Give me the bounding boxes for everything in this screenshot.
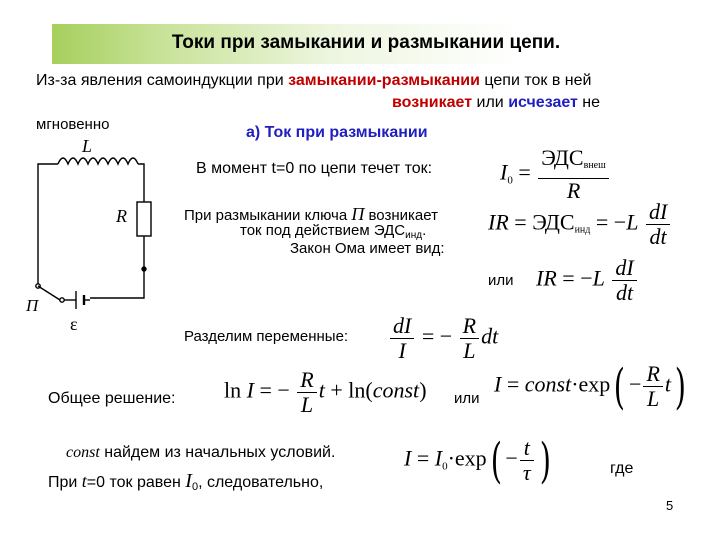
circuit-label-E: ε xyxy=(70,314,78,334)
intro-red-2: возникает xyxy=(392,94,473,111)
switch-line-3: Закон Ома имеет вид: xyxy=(290,240,445,257)
initial-c: , следовательно, xyxy=(198,474,324,491)
const-rest: найдем из начальных условий. xyxy=(99,444,336,461)
f2-L: L xyxy=(626,209,639,235)
f6-R: R xyxy=(646,361,660,386)
switch-text-1b: возникает xyxy=(364,207,438,224)
f7-I0: I xyxy=(434,445,443,471)
formula-ohm-law: IR = ЭДСинд = −L $\frac{dI}{dt}$ xyxy=(488,200,672,249)
f2-eds: ЭДС xyxy=(532,209,575,235)
f4-R: R xyxy=(462,313,477,338)
f4-dt: dt xyxy=(481,323,499,349)
f7-tau: τ xyxy=(522,460,531,485)
f4-I: I xyxy=(398,338,406,363)
f1-eds: ЭДС xyxy=(541,145,584,170)
f6-exp: exp xyxy=(578,371,611,397)
circuit-diagram xyxy=(20,136,170,336)
section-a-heading: а) Ток при размыкании xyxy=(246,124,428,141)
f1-R: R xyxy=(566,178,581,203)
moment-text: В момент t=0 по цепи течет ток: xyxy=(196,160,433,177)
initial-t: t xyxy=(81,471,87,491)
initial-a: При xyxy=(48,474,82,491)
separate-text: Разделим переменные: xyxy=(184,328,349,345)
formula-ohm-law-short: IR = −L $\frac{dI}{dt}$ xyxy=(536,256,639,305)
f6-const: const xyxy=(524,371,572,397)
f1-eds-sub: внеш xyxy=(583,160,606,171)
intro-red-1: замыкании-размыкании xyxy=(288,72,480,89)
f6-L: L xyxy=(647,386,660,411)
f3-dt: dt xyxy=(615,280,634,305)
f5-L: L xyxy=(300,392,314,417)
f2-dt: dt xyxy=(649,224,667,249)
const-word: const xyxy=(66,444,100,461)
initial-b: =0 ток равен xyxy=(86,474,186,491)
f7-I0-sub: 0 xyxy=(442,460,448,473)
intro-text-1: Из-за явления самоиндукции при xyxy=(36,72,289,89)
f5-I: I xyxy=(246,377,254,403)
f7-t: t xyxy=(523,435,530,460)
initial-I-sub: 0 xyxy=(191,481,199,493)
f5-t: t xyxy=(318,377,325,403)
f6-I: I xyxy=(494,371,502,397)
initial-line xyxy=(48,470,323,493)
f3-R: R xyxy=(543,265,557,291)
f4-dI: dI xyxy=(393,313,412,338)
switch-text-1a: При размыкании ключа xyxy=(184,207,352,224)
intro-text-3: или xyxy=(472,94,509,111)
formula-general-log: ln I = − $\frac{R}{L}$ t + ln(const) xyxy=(224,367,427,417)
f4-L: L xyxy=(463,338,476,363)
formula-general-exp: I = const·exp( − $\frac{R}{L}$ t) xyxy=(494,358,687,415)
f3-dI: dI xyxy=(615,255,634,280)
formula-final: $I = I_0\cdot\exp$( − $\frac{t}{\tau}$ ) xyxy=(404,432,551,489)
f1-I-sub: 0 xyxy=(507,174,513,187)
f5-ln2: ln xyxy=(348,377,366,403)
f7-I: I xyxy=(404,445,412,471)
or-text-1: или xyxy=(488,272,514,289)
formula-separated: $\frac{dI}{I}$ = − $\frac{R}{L}$ dt xyxy=(388,314,498,363)
switch-text-2b: . xyxy=(422,222,427,239)
slide-title: Токи при замыкании и размыкании цепи. xyxy=(171,32,561,53)
circuit-label-P: П xyxy=(26,296,39,315)
f1-I: I xyxy=(500,159,508,185)
f2-dI: dI xyxy=(648,199,668,224)
f2-R: R xyxy=(495,209,509,235)
f2-I: I xyxy=(488,209,496,235)
initial-I: I xyxy=(185,470,192,492)
const-line xyxy=(66,444,335,462)
page-number: 5 xyxy=(666,498,674,513)
formula-initial-current: $I_0$ = $\frac{\text{ЭДСвнеш}}{R}$ xyxy=(500,146,611,203)
switch-text-2sub: инд xyxy=(405,230,423,241)
or-text-2: или xyxy=(454,390,480,407)
f6-t: t xyxy=(664,371,672,397)
f7-exp: exp xyxy=(454,445,487,471)
switch-line-2 xyxy=(240,222,426,241)
where-text: где xyxy=(610,460,634,477)
switch-text-2a: ток под действием ЭДС xyxy=(240,222,406,239)
intro-line-3: мгновенно xyxy=(36,116,110,133)
circuit-label-R: R xyxy=(116,206,127,226)
f5-R: R xyxy=(300,367,314,392)
f3-L: L xyxy=(592,265,605,291)
intro-line-2 xyxy=(392,94,600,112)
switch-key: П xyxy=(351,204,365,224)
f3-I: I xyxy=(536,265,544,291)
intro-text-4: не xyxy=(577,94,601,111)
circuit-label-L: L xyxy=(82,136,93,156)
intro-line-1 xyxy=(36,72,591,90)
f5-const: const xyxy=(372,377,420,403)
intro-blue-1: исчезает xyxy=(508,94,578,111)
intro-text-2: цепи ток в ней xyxy=(479,72,592,89)
general-solution-text: Общее решение: xyxy=(48,390,176,407)
f5-ln: ln xyxy=(224,377,242,403)
f2-eds-sub: инд xyxy=(574,224,591,236)
